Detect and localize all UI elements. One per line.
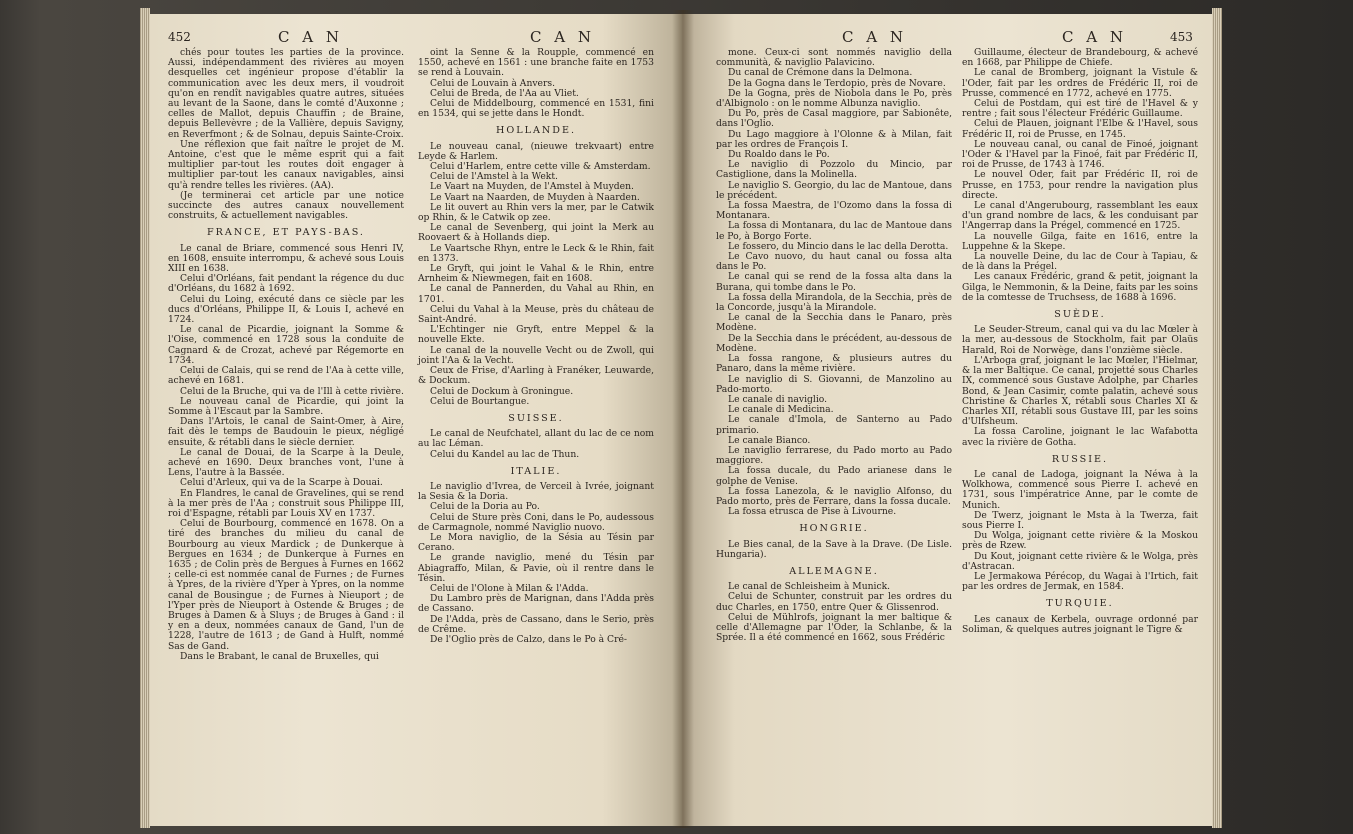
paragraph: Celui de Plauen, joignant l'Elbe & l'Havel, sous Frédéric II, roi de Prusse, en 1745.: [962, 118, 1198, 140]
paragraph: Le Vaart na Muyden, de l'Amstel à Muyden.: [430, 181, 634, 193]
left-page: [150, 14, 682, 826]
paragraph: Le Mora naviglio, de la Sésia au Tésin par Cerano.: [418, 531, 654, 554]
paragraph: Du canal de Crémone dans la Delmona.: [728, 67, 913, 79]
paragraph: Celui de l'Olone à Milan & l'Adda.: [430, 582, 589, 594]
paragraph: Dans le Brabant, le canal de Bruxelles, qui: [180, 650, 379, 662]
paragraph: Le canal d'Angerubourg, rassemblant les eaux d'un grand nombre de lacs, & les conduisant par l'Angerrap dans la Prégel, commencé en 1725.: [962, 200, 1198, 232]
text-column: [962, 48, 1198, 635]
paragraph: Celui d'Orléans, fait pendant la régence du duc d'Orléans, du 1682 à 1692.: [168, 273, 404, 295]
section-heading: SUISSE.: [508, 412, 564, 424]
paragraph: Celui d'Arleux, qui va de la Scarpe à Douai.: [180, 477, 383, 489]
paragraph: Une réflexion que fait naître le projet de M. Antoine, c'est que le même esprit qui a fait multiplier par-tout les routes doit engager à multiplier par-tout les canaux navigables, ainsi qu'à rendre telles les rivières. (AA).: [168, 138, 404, 191]
paragraph: De la Gogna dans le Terdopio, près de Novare.: [728, 77, 946, 89]
paragraph: La fossa Lanezola, & le naviglio Alfonso, du Pado morto, près de Ferrare, dans la fossa ducale.: [716, 485, 952, 507]
paragraph: Celui du Loing, exécuté dans ce siècle par les ducs d'Orléans, Philippe II, & Louis I, achevé en 1724.: [168, 293, 404, 326]
paragraph: La fossa rangone, & plusieurs autres du Panaro, dans la même rivière.: [716, 353, 952, 375]
paragraph: Le naviglio S. Georgio, du lac de Mantoue, dans le précédent.: [716, 179, 952, 201]
paragraph: Le Seuder-Streum, canal qui va du lac Mœler à la mer, au-dessous de Stockholm, fait par Olaüs Harald, Roi de Norwège, dans l'onzième siècle.: [962, 324, 1198, 356]
paragraph: Le nouveau canal, (nieuwe trekvaart) entre Leyde & Harlem.: [418, 140, 654, 162]
paragraph: Ceux de Frise, d'Aarling à Franéker, Leuwarde, & Dockum.: [418, 365, 654, 387]
paragraph: Le canal de Bromberg, joignant la Vistule & l'Oder, fait par les ordres de Frédéric II, roi de Prusse, commencé en 1772, achevé en 1775.: [962, 67, 1198, 99]
paragraph: Celui de Bourbourg, commencé en 1678. On a tiré des branches du milieu du canal de Bourbourg au vieux Mardick ; de Dunkerque à Bergues en 1634 ; de Dunkerque à Furnes en 1635 ; de Colin près de Bergues à Furnes en 1662 ; celle-ci est nommée canal de Furnes ; de Furnes à Ypres, de la rivière d'Yper à Ypres, on la nomme canal de Bousingue ; de Furnes à Nieuport ; de l'Yper près de Nieuport à Ostende & Bruges ; de Bruges à Damen & à Sluys ; de Bruges à Gand : il y en a deux, nommées canaux de Gand, l'un de 1228, l'autre de 1613 ; de Gand à Hulft, nommé Sas de Gand.: [168, 518, 404, 652]
section-heading: ITALIE.: [510, 465, 562, 477]
paragraph: Celui de Mühlrofs, joignant la mer baltique & celle d'Allemagne par l'Oder, la Schlanbe, & la Sprée. Il a été commencé en 1662, sous Frédéric: [716, 611, 952, 644]
paragraph: Le canal de Schleisheim à Munick.: [728, 581, 891, 593]
running-head: C A N: [530, 28, 595, 46]
paragraph: Le Jermakowa Pérécop, du Wagai à l'Irtich, fait par les ordres de Jermak, en 1584.: [962, 570, 1198, 593]
paragraph: Du Roaldo dans le Po.: [728, 149, 830, 161]
paragraph: La fossa della Mirandola, de la Secchia, près de la Concorde, jusqu'à la Mirandole.: [716, 291, 952, 314]
paragraph: Le canal de Sevenberg, qui joint la Merk au Roovaert & à Hollands diep.: [418, 222, 654, 244]
paragraph: Le canal de Picardie, joignant la Somme & l'Oise, commencé en 1728 sous la conduite de Cagnard & de Crozat, achevé par Régemorte en 1734.: [168, 324, 404, 366]
page-edges-left: [140, 8, 150, 828]
paragraph: Le canale Bianco.: [728, 434, 811, 446]
paragraph: mone. Ceux-ci sont nommés naviglio della communità, & naviglio Palavicino.: [716, 47, 952, 69]
page-edges-right: [1212, 8, 1222, 828]
paragraph: Du Kout, joignant cette rivière & le Wolga, près d'Astracan.: [962, 550, 1198, 572]
section-heading: RUSSIE.: [1051, 453, 1109, 465]
section-heading: HONGRIE.: [799, 523, 869, 535]
paragraph: chés pour toutes les parties de la province. Aussi, indépendamment des rivières au moyen desquelles cet ingénieur propose d'établir la communication avec les deux mers, il voudroit qu'on en rendît navigables quatre autres, situées au levant de la Saone, dans le comté d'Auxonne ; celles de Mallot, depuis Chauffin ; de Braine, depuis Bellevèvre ; de la Vallière, depuis Savigny, en Reverfmont ; & de Solnau, depuis Sainte-Croix.: [168, 47, 404, 140]
paragraph: Le canal de Douai, de la Scarpe à la Deule, achevé en 1690. Deux branches vont, l'une à Lens, l'autre à la Bassée.: [168, 446, 404, 479]
paragraph: Le canale di naviglio.: [728, 393, 828, 405]
paragraph: Celui de Middelbourg, commencé en 1531, fini en 1534, qui se jette dans le Hondt.: [418, 98, 654, 120]
paragraph: Le canale di Medicina.: [728, 404, 834, 416]
paragraph: En Flandres, le canal de Gravelines, qui se rend à la mer près de l'Aa ; construit sous Philippe III, roi d'Espagne, rétabli par Louis XV en 1737.: [168, 487, 404, 519]
paragraph: Le naviglio di S. Giovanni, de Manzolino au Pado-morto.: [716, 373, 952, 395]
paragraph: Le canal de Briare, commencé sous Henri IV, en 1608, ensuite interrompu, & achevé sous Louis XIII en 1638.: [168, 242, 404, 275]
page-number: 452: [168, 30, 191, 44]
section-heading: ALLEMAGNE.: [789, 565, 879, 577]
page-number: 453: [1170, 30, 1193, 44]
paragraph: Le canal de Pannerden, du Vahal au Rhin, en 1701.: [418, 283, 654, 305]
running-head: C A N: [842, 28, 907, 46]
paragraph: Le grande naviglio, mené du Tésin par Abiagraffo, Milan, & Pavie, où il rentre dans le Tésin.: [418, 552, 654, 584]
paragraph: oint la Senne & la Roupple, commencé en 1550, achevé en 1561 : une branche faite en 1753 se rend à Louvain.: [418, 47, 654, 79]
paragraph: La fossa Caroline, joignant le lac Wafabotta avec la rivière de Gotha.: [962, 426, 1198, 448]
section-heading: HOLLANDE.: [495, 125, 577, 137]
paragraph: Celui de Breda, de l'Aa au Vliet.: [430, 87, 579, 99]
paragraph: De la Secchia dans le précédent, au-dessous de Modène.: [716, 332, 952, 354]
paragraph: Le naviglio di Pozzolo du Mincio, par Castiglione, dans la Molinella.: [716, 159, 952, 181]
paragraph: Le nouveau canal de Picardie, qui joint la Somme à l'Escaut par la Sambre.: [168, 395, 404, 417]
paragraph: Le canal de la Secchia dans le Panaro, près Modène.: [716, 312, 952, 334]
paragraph: Celui de Calais, qui se rend de l'Aa à cette ville, achevé en 1681.: [168, 365, 404, 387]
paragraph: Le canal de Ladoga, joignant la Néwa à la Wolkhowa, commencé sous Pierre I. achevé en 1731, sous l'impératrice Anne, par le comte de Munich.: [962, 468, 1198, 511]
paragraph: Dans l'Artois, le canal de Saint-Omer, à Aire, fait dès le temps de Baudouin le pieux, négligé ensuite, & rétabli dans le siècle dernier.: [168, 416, 404, 448]
paragraph: Le naviglio d'Ivrea, de Verceil à Ivrée, joignant la Sesia & la Doria.: [418, 480, 654, 503]
paragraph: De Twerz, joignant le Msta à la Twerza, fait sous Pierre I.: [962, 509, 1198, 531]
paragraph: (Je terminerai cet article par une notice succincte des autres canaux nouvellement construits, & actuellement navigables.: [168, 189, 404, 222]
paragraph: Le Vaartsche Rhyn, entre le Leck & le Rhin, fait en 1373.: [418, 242, 654, 264]
book-gutter: [672, 10, 694, 828]
paragraph: L'Echtinger nie Gryft, entre Meppel & la nouvelle Ekte.: [418, 324, 654, 346]
paragraph: Les canaux Frédéric, grand & petit, joignant la Gilga, le Nemmonin, & la Deine, faits par les soins de la comtesse de Truchsess, de 1688 à 1696.: [962, 271, 1198, 303]
paragraph: Le lit ouvert au Rhin vers la mer, par le Catwik op Rhin, & le Catwik op zee.: [418, 201, 654, 224]
paragraph: De l'Oglio près de Calzo, dans le Po à Cré-: [430, 633, 628, 645]
paragraph: Le nouveau canal, ou canal de Finoé, joignant l'Oder & l'Havel par la Finoé, fait par Frédéric II, roi de Prusse, de 1743 à 1746.: [962, 138, 1198, 171]
paragraph: Le Gryft, qui joint le Vahal & le Rhin, entre Arnheim & Niewmegen, fait en 1608.: [418, 263, 654, 285]
paragraph: La nouvelle Deine, du lac de Cour à Tapiau, & de là dans la Prégel.: [962, 251, 1198, 273]
paragraph: Le canale d'Imola, de Santerno au Pado primario.: [716, 414, 952, 436]
paragraph: Du Lambro près de Marignan, dans l'Adda près de Cassano.: [418, 593, 654, 615]
text-column: [716, 48, 952, 643]
paragraph: Celui de Louvain à Anvers.: [430, 77, 556, 89]
paragraph: Guillaume, électeur de Brandebourg, & achevé en 1668, par Philippe de Chiefe.: [962, 47, 1198, 69]
paragraph: Celui de l'Amstel à la Wekt.: [430, 171, 558, 183]
paragraph: Le canal qui se rend de la fossa alta dans la Burana, qui tombe dans le Po.: [716, 271, 952, 293]
paragraph: Le naviglio ferrarese, du Pado morto au Pado maggiore.: [716, 444, 952, 467]
paragraph: Les canaux de Kerbela, ouvrage ordonné par Soliman, & quelques autres joignant le Tigre &: [962, 613, 1198, 635]
paragraph: Le Cavo nuovo, du haut canal ou fossa alta dans le Po.: [716, 251, 952, 273]
paragraph: La fossa Maestra, de l'Ozomo dans la fossa di Montanara.: [716, 200, 952, 222]
paragraph: Celui du Vahal à la Meuse, près du château de Saint-André.: [418, 303, 654, 326]
paragraph: La fossa etrusca de Pise à Livourne.: [728, 506, 897, 518]
paragraph: Celui de Dockum à Groningue.: [430, 385, 574, 397]
paragraph: De l'Adda, près de Cassano, dans le Serio, près de Crême.: [418, 613, 654, 635]
paragraph: Celui de Bourtangue.: [430, 395, 530, 407]
paragraph: Du Lago maggiore à l'Olonne & à Milan, fait par les ordres de François I.: [716, 128, 952, 150]
paragraph: Le canal de Neufchatel, allant du lac de ce nom au lac Léman.: [418, 428, 654, 450]
paragraph: Le Bies canal, de la Save à la Drave. (De Lisle. Hungaria).: [716, 538, 952, 560]
paragraph: La nouvelle Gilga, faite en 1616, entre la Luppehne & la Skepe.: [962, 230, 1198, 252]
paragraph: Le Vaart na Naarden, de Muyden à Naarden.: [430, 191, 640, 203]
paragraph: L'Arboga graf, joignant le lac Mœler, l'Hielmar, & la mer Baltique. Ce canal, projetté sous Charles IX, commencé sous Gustave Adolphe, par Charles Bond, & Jean Casimir, comte palatin, achevé sous Christine & Charles X, rétabli sous Charles XI & Charles XII, rétabli sous Gustave III, par les soins d'Ulfsheum.: [962, 354, 1198, 428]
paragraph: Du Wolga, joignant cette rivière & la Moskou près de Rzew.: [962, 530, 1198, 552]
running-head: C A N: [278, 28, 343, 46]
paragraph: Celui d'Harlem, entre cette ville & Amsterdam.: [430, 161, 651, 173]
paragraph: Celui du Kandel au lac de Thun.: [430, 448, 580, 460]
paragraph: Le nouvel Oder, fait par Frédéric II, roi de Prusse, en 1753, pour rendre la navigation plus directe.: [962, 169, 1198, 201]
paragraph: Celui de Sture près Coni, dans le Po, audessous de Carmagnole, nommé Naviglio nuovo.: [418, 511, 654, 533]
right-page: [682, 14, 1212, 826]
text-column: [168, 48, 404, 662]
paragraph: La fossa ducale, du Pado arianese dans le golphe de Venise.: [716, 465, 952, 487]
paragraph: De la Gogna, près de Niobola dans le Po, près d'Albignolo : on le nomme Albunza naviglio.: [716, 87, 952, 110]
paragraph: Celui de la Bruche, qui va de l'Ill à cette rivière.: [180, 385, 404, 397]
paragraph: Celui de Postdam, qui est tiré de l'Havel & y rentre ; fait sous l'électeur Frédéric Guillaume.: [962, 98, 1198, 120]
section-heading: FRANCE, ET PAYS-BAS.: [207, 227, 365, 239]
paragraph: Celui de la Doria au Po.: [430, 501, 540, 513]
section-heading: TURQUIE.: [1046, 598, 1114, 610]
paragraph: La fossa di Montanara, du lac de Mantoue dans le Po, à Borgo Forte.: [716, 220, 952, 242]
paragraph: Du Po, près de Casal maggiore, par Sabionête, dans l'Oglio.: [716, 108, 952, 130]
paragraph: Celui de Schunter, construit par les ordres du duc Charles, en 1750, entre Quer & Glissenrod.: [716, 591, 952, 613]
paragraph: Le canal de la nouvelle Vecht ou de Zwoll, qui joint l'Aa & la Vecht.: [418, 344, 654, 366]
running-head: C A N: [1062, 28, 1127, 46]
paragraph: Le fossero, du Mincio dans le lac della Derotta.: [728, 240, 949, 252]
section-heading: SUÈDE.: [1054, 309, 1106, 321]
text-column: [418, 48, 654, 645]
